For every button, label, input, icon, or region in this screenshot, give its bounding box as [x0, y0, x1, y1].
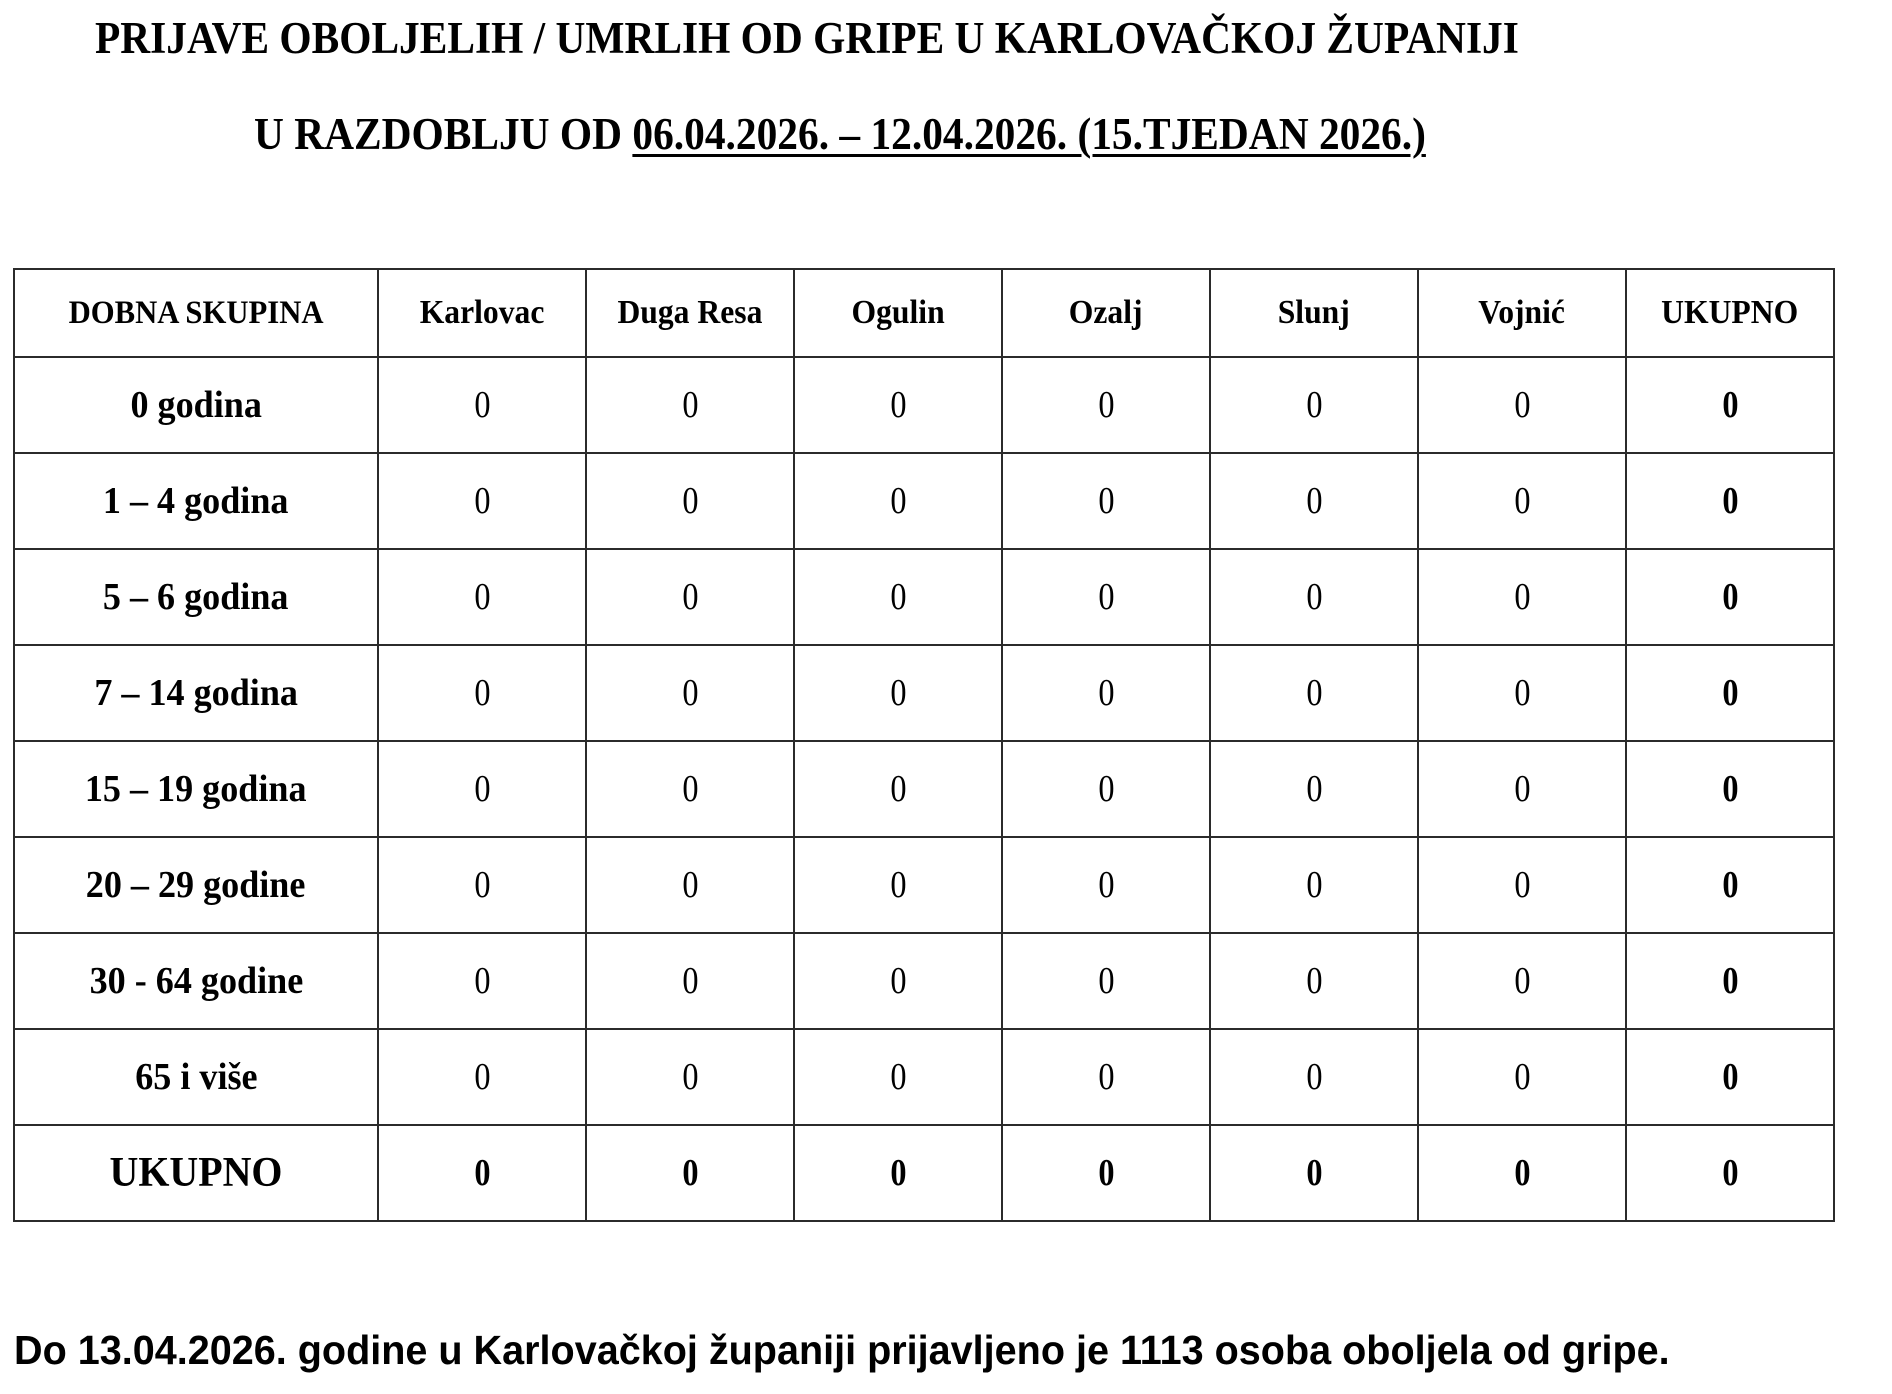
- count-value: 0: [473, 480, 491, 522]
- count-value: 0: [681, 1152, 699, 1194]
- count-value: 0: [1305, 864, 1323, 906]
- count-cell: [586, 837, 794, 933]
- count-value: 0: [889, 480, 907, 522]
- title-line-1: PRIJAVE OBOLJELIH / UMRLIH OD GRIPE U KARLOVAČKOJ ŽUPANIJI: [95, 13, 1519, 63]
- count-value: 0: [1721, 864, 1739, 906]
- header-label: DOBNA SKUPINA: [68, 295, 324, 331]
- count-value: 0: [1097, 768, 1115, 810]
- table-row: [14, 741, 1834, 837]
- count-cell: [1418, 549, 1626, 645]
- count-value: 0: [1721, 1152, 1739, 1194]
- age-group-label: 30 - 64 godine: [89, 960, 303, 1002]
- count-value: 0: [889, 768, 907, 810]
- count-value: 0: [473, 1152, 491, 1194]
- header-label: Vojnić: [1478, 294, 1566, 331]
- count-value: 0: [1097, 480, 1115, 522]
- count-cell: [1210, 357, 1418, 453]
- count-cell: [1210, 837, 1418, 933]
- count-value: 0: [1721, 768, 1739, 810]
- age-group-label: 65 i više: [134, 1056, 258, 1098]
- header-slunj: [1210, 269, 1418, 357]
- count-value: 0: [1513, 768, 1531, 810]
- row-total-cell: [1626, 1029, 1834, 1125]
- count-cell: [586, 741, 794, 837]
- header-label: Ozalj: [1069, 294, 1143, 331]
- count-value: 0: [1513, 960, 1531, 1002]
- header-label: Karlovac: [419, 294, 545, 331]
- count-value: 0: [1721, 960, 1739, 1002]
- age-group-cell: [14, 645, 378, 741]
- count-cell: [1210, 645, 1418, 741]
- count-value: 0: [1721, 1056, 1739, 1098]
- header-label: Slunj: [1277, 294, 1351, 331]
- age-group-cell: [14, 549, 378, 645]
- count-value: 0: [681, 960, 699, 1002]
- count-value: 0: [1097, 864, 1115, 906]
- age-group-label: 7 – 14 godina: [94, 672, 298, 714]
- count-value: 0: [1305, 1152, 1323, 1194]
- age-group-cell: [14, 741, 378, 837]
- count-cell: [1418, 837, 1626, 933]
- count-cell: [378, 1125, 586, 1221]
- count-cell: [1210, 453, 1418, 549]
- count-value: 0: [473, 768, 491, 810]
- count-value: 0: [1513, 384, 1531, 426]
- age-group-cell: [14, 357, 378, 453]
- row-total-cell: [1626, 645, 1834, 741]
- count-cell: [794, 645, 1002, 741]
- count-value: 0: [1305, 672, 1323, 714]
- age-group-label: 15 – 19 godina: [85, 768, 307, 810]
- count-cell: [794, 741, 1002, 837]
- count-cell: [794, 837, 1002, 933]
- count-value: 0: [681, 384, 699, 426]
- count-cell: [1418, 933, 1626, 1029]
- count-value: 0: [473, 960, 491, 1002]
- row-total-cell: [1626, 357, 1834, 453]
- count-cell: [378, 741, 586, 837]
- count-value: 0: [1721, 480, 1739, 522]
- count-cell: [378, 933, 586, 1029]
- age-group-label: 20 – 29 godine: [86, 864, 306, 906]
- count-cell: [1418, 741, 1626, 837]
- count-value: 0: [473, 672, 491, 714]
- age-group-label: 5 – 6 godina: [103, 576, 289, 618]
- count-value: 0: [1305, 768, 1323, 810]
- row-total-cell: [1626, 837, 1834, 933]
- count-value: 0: [1097, 1152, 1115, 1194]
- row-total-cell: [1626, 453, 1834, 549]
- count-value: 0: [681, 480, 699, 522]
- count-cell: [586, 549, 794, 645]
- count-value: 0: [1721, 384, 1739, 426]
- age-group-cell: [14, 1029, 378, 1125]
- count-value: 0: [1513, 864, 1531, 906]
- period-range: 06.04.2026. – 12.04.2026. (15.TJEDAN 2026.): [632, 109, 1426, 159]
- count-value: 0: [1513, 576, 1531, 618]
- count-value: 0: [889, 576, 907, 618]
- header-ozalj: [1002, 269, 1210, 357]
- age-group-label: UKUPNO: [109, 1150, 283, 1196]
- count-cell: [586, 933, 794, 1029]
- count-cell: [378, 837, 586, 933]
- count-cell: [794, 1029, 1002, 1125]
- count-cell: [1002, 933, 1210, 1029]
- count-cell: [378, 645, 586, 741]
- count-cell: [378, 549, 586, 645]
- count-cell: [1002, 357, 1210, 453]
- header-label: Ogulin: [851, 294, 945, 331]
- count-cell: [1210, 1029, 1418, 1125]
- count-cell: [586, 1125, 794, 1221]
- count-value: 0: [1513, 1056, 1531, 1098]
- count-value: 0: [473, 864, 491, 906]
- count-cell: [586, 357, 794, 453]
- age-group-cell: [14, 933, 378, 1029]
- count-value: 0: [889, 960, 907, 1002]
- count-value: 0: [1721, 576, 1739, 618]
- count-value: 0: [681, 768, 699, 810]
- count-cell: [794, 1125, 1002, 1221]
- count-cell: [1418, 453, 1626, 549]
- count-cell: [1210, 1125, 1418, 1221]
- count-cell: [1002, 549, 1210, 645]
- table-row: [14, 645, 1834, 741]
- count-cell: [586, 645, 794, 741]
- header-age-group: [14, 269, 378, 357]
- count-value: 0: [473, 576, 491, 618]
- count-value: 0: [889, 384, 907, 426]
- count-cell: [1002, 741, 1210, 837]
- count-value: 0: [1513, 672, 1531, 714]
- table-header-row: [14, 269, 1834, 357]
- count-value: 0: [1305, 576, 1323, 618]
- count-value: 0: [1305, 960, 1323, 1002]
- count-cell: [1210, 933, 1418, 1029]
- count-value: 0: [889, 1056, 907, 1098]
- count-value: 0: [1097, 1056, 1115, 1098]
- header-label: Duga Resa: [617, 294, 763, 331]
- table-row: [14, 549, 1834, 645]
- count-value: 0: [681, 576, 699, 618]
- table-row: [14, 453, 1834, 549]
- count-value: 0: [1305, 384, 1323, 426]
- count-cell: [1002, 453, 1210, 549]
- count-cell: [1210, 741, 1418, 837]
- row-total-cell: [1626, 741, 1834, 837]
- period-prefix: U RAZDOBLJU OD: [254, 109, 633, 159]
- age-group-cell: [14, 1125, 378, 1221]
- count-cell: [1418, 1029, 1626, 1125]
- header-label: UKUPNO: [1661, 294, 1799, 331]
- document-title: [95, 13, 1519, 63]
- table-row: [14, 1029, 1834, 1125]
- table-row: [14, 933, 1834, 1029]
- header-ukupno: [1626, 269, 1834, 357]
- count-value: 0: [889, 864, 907, 906]
- age-group-label: 1 – 4 godina: [103, 480, 289, 522]
- count-value: 0: [1097, 384, 1115, 426]
- count-cell: [1210, 549, 1418, 645]
- count-value: 0: [889, 1152, 907, 1194]
- count-cell: [1002, 1029, 1210, 1125]
- table-total-row: [14, 1125, 1834, 1221]
- count-value: 0: [681, 672, 699, 714]
- row-total-cell: [1626, 549, 1834, 645]
- count-value: 0: [1097, 672, 1115, 714]
- count-cell: [1418, 1125, 1626, 1221]
- row-total-cell: [1626, 1125, 1834, 1221]
- count-cell: [1418, 357, 1626, 453]
- count-value: 0: [473, 384, 491, 426]
- count-cell: [1002, 1125, 1210, 1221]
- count-cell: [378, 357, 586, 453]
- header-ogulin: [794, 269, 1002, 357]
- age-group-cell: [14, 453, 378, 549]
- count-value: 0: [473, 1056, 491, 1098]
- header-karlovac: [378, 269, 586, 357]
- count-value: 0: [1097, 960, 1115, 1002]
- age-group-cell: [14, 837, 378, 933]
- table-row: [14, 837, 1834, 933]
- count-cell: [1002, 645, 1210, 741]
- count-cell: [586, 1029, 794, 1125]
- footer-note: Do 13.04.2026. godine u Karlovačkoj županiji prijavljeno je 1113 osoba oboljela od gripe.: [14, 1327, 1670, 1373]
- age-group-label: 0 godina: [130, 384, 262, 426]
- row-total-cell: [1626, 933, 1834, 1029]
- header-duga-resa: [586, 269, 794, 357]
- count-value: 0: [1097, 576, 1115, 618]
- count-value: 0: [1305, 480, 1323, 522]
- count-cell: [794, 453, 1002, 549]
- count-value: 0: [1513, 480, 1531, 522]
- header-vojnic: [1418, 269, 1626, 357]
- count-value: 0: [1513, 1152, 1531, 1194]
- count-value: 0: [889, 672, 907, 714]
- count-cell: [1418, 645, 1626, 741]
- document-subtitle: [254, 109, 1426, 159]
- count-value: 0: [1721, 672, 1739, 714]
- flu-cases-table: [13, 268, 1835, 1222]
- count-cell: [586, 453, 794, 549]
- count-cell: [1002, 837, 1210, 933]
- count-cell: [794, 357, 1002, 453]
- count-value: 0: [681, 864, 699, 906]
- count-cell: [794, 549, 1002, 645]
- count-value: 0: [1305, 1056, 1323, 1098]
- count-cell: [378, 1029, 586, 1125]
- count-cell: [378, 453, 586, 549]
- count-value: 0: [681, 1056, 699, 1098]
- table-row: [14, 357, 1834, 453]
- count-cell: [794, 933, 1002, 1029]
